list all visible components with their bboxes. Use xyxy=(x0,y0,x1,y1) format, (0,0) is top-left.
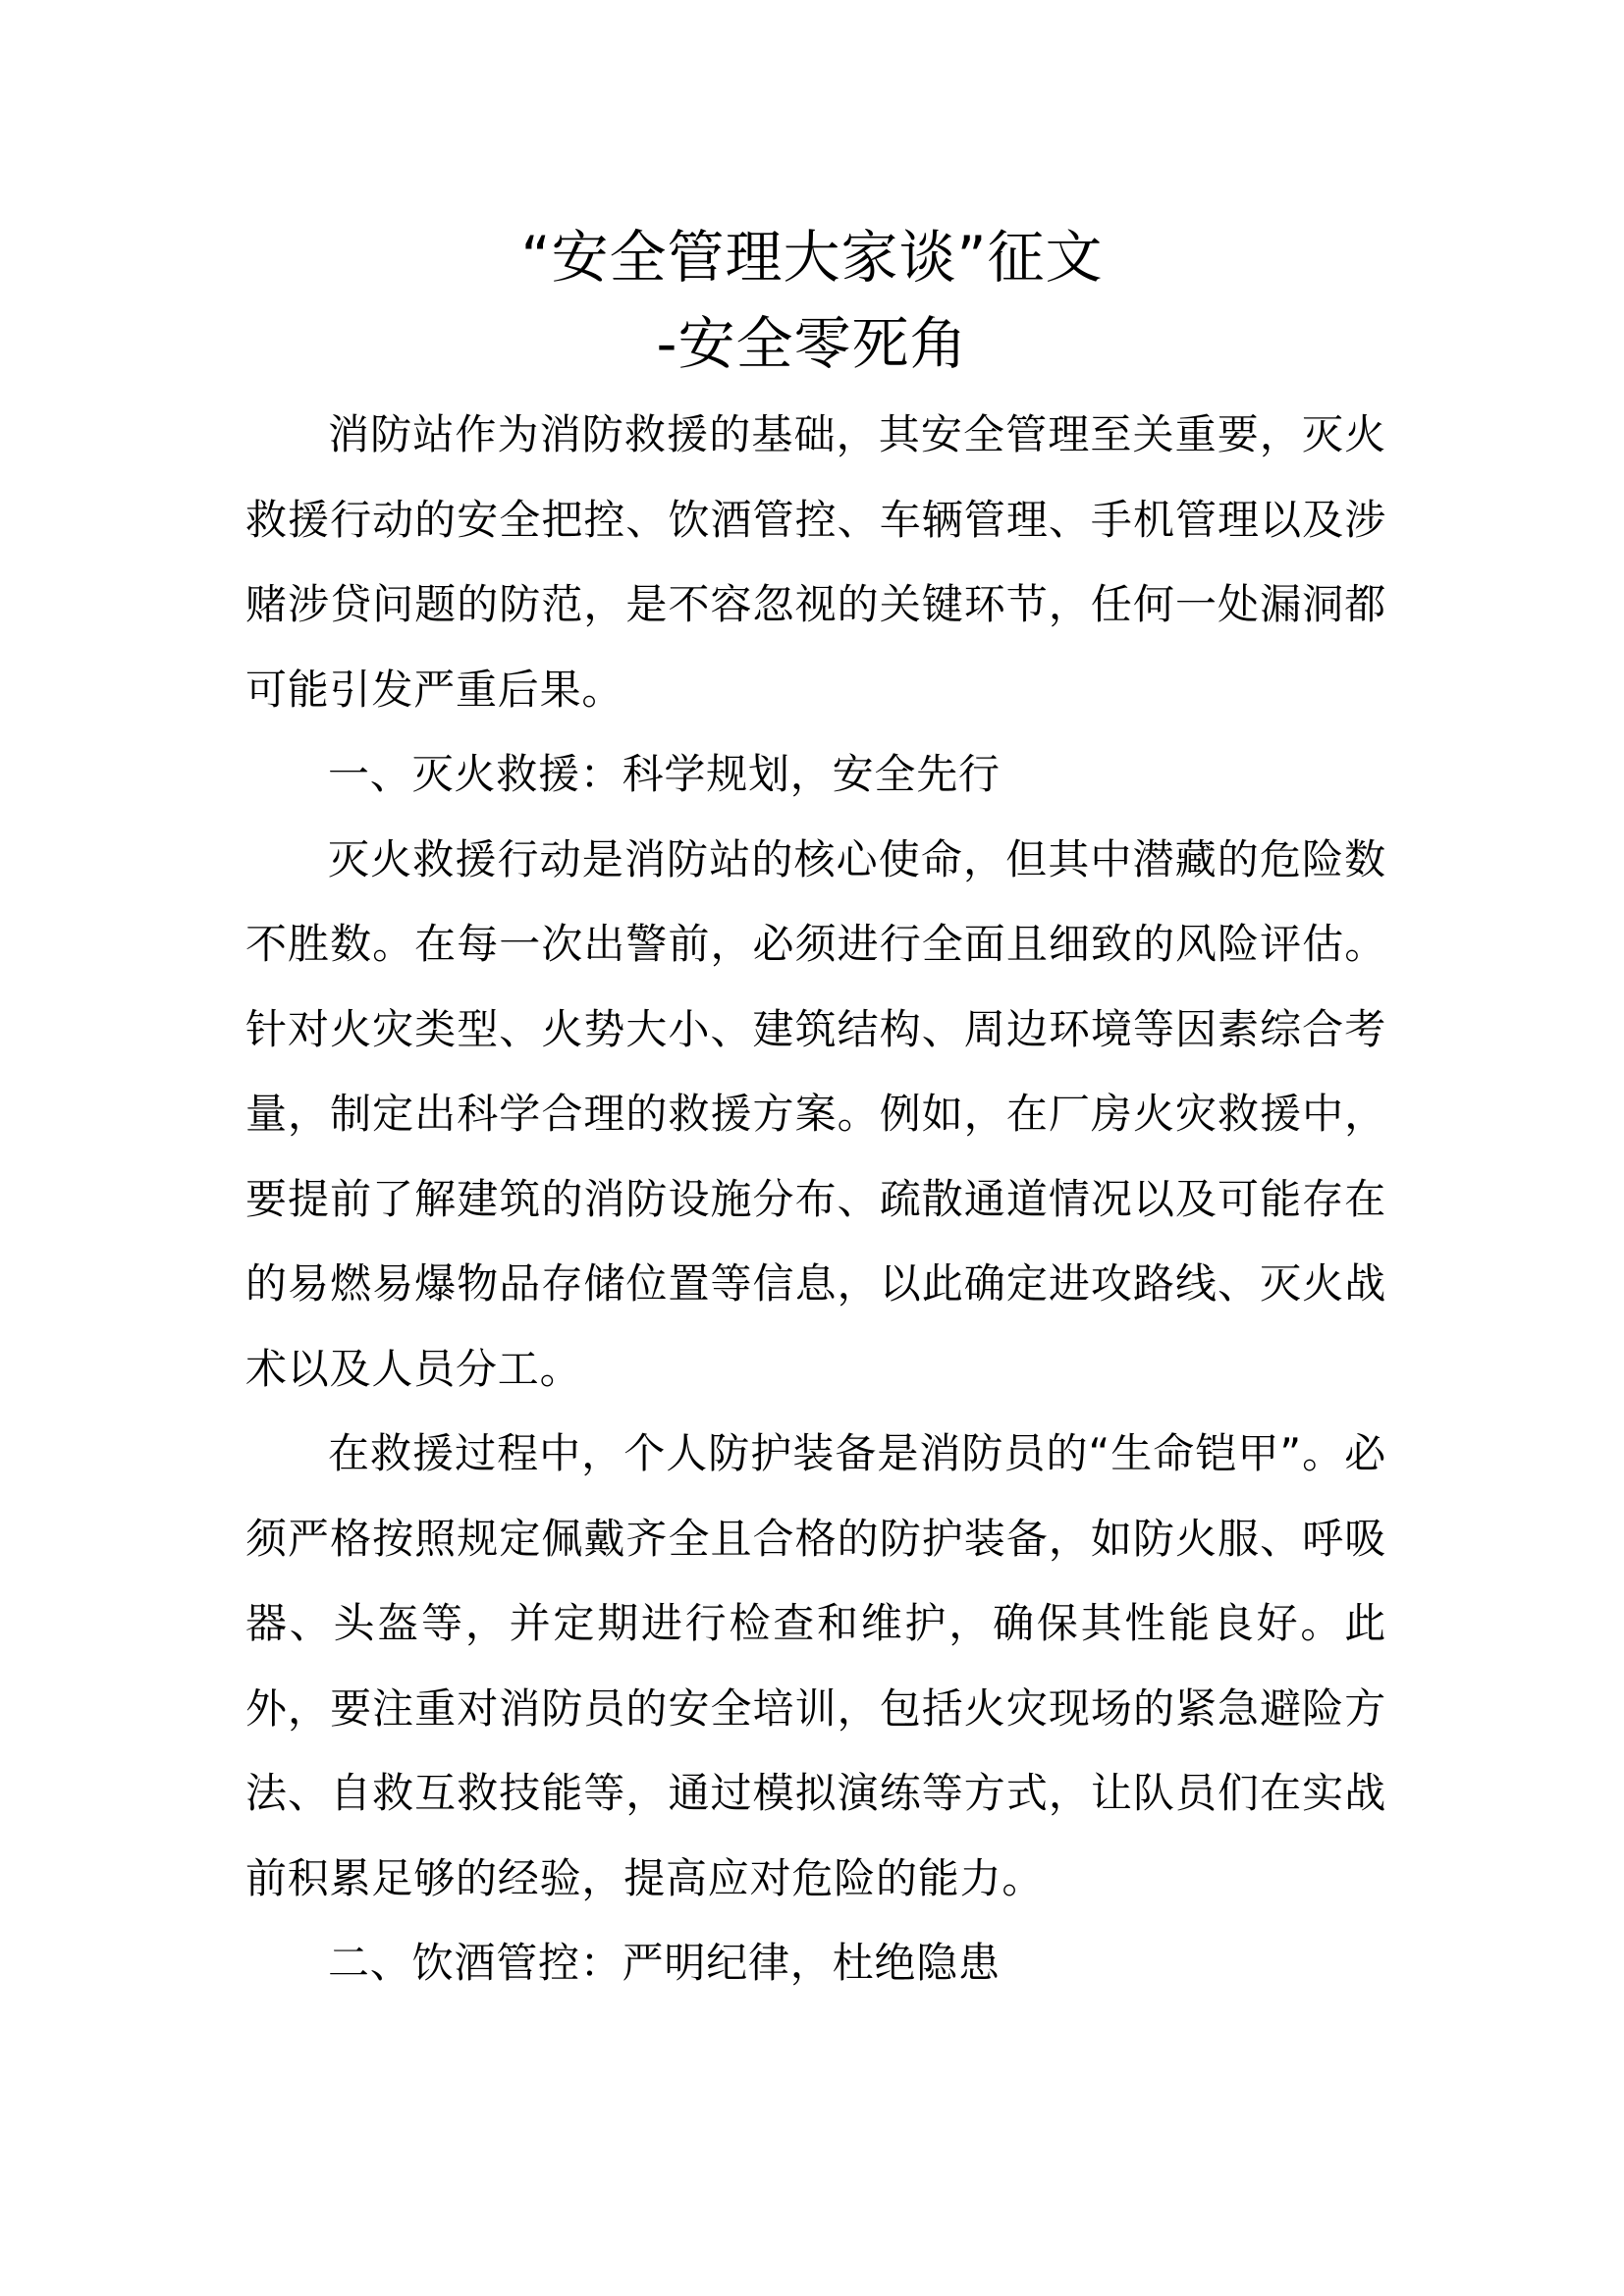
document-subtitle: -安全零死角 xyxy=(656,310,968,377)
section-heading-alcohol-control: 二、饮酒管控：严明纪律，杜绝隐患 xyxy=(328,1939,1001,1987)
section-heading-firefighting: 一、灭火救援：科学规划，安全先行 xyxy=(328,750,1001,798)
body-paragraph-protective-equipment: 在救援过程中，个人防护装备是消防员的“生命铠甲”。必须严格按照规定佩戴齐全且合格的防护装备，如防火服、呼吸器、头盔等，并定期进行检查和维护，确保其性能良好。此外，要注重对消防员的安全培训，包括火灾现场的紧急避险方法、自救互救技能等，通过模拟演练等方式，让队员们在实战前积累足够的经验，提高应对危险的能力。 xyxy=(245,1429,1386,1902)
document-title: “安全管理大家谈”征文 xyxy=(520,224,1104,291)
document-body xyxy=(245,393,1386,2006)
intro-paragraph: 消防站作为消防救援的基础，其安全管理至关重要，灭火救援行动的安全把控、饮酒管控、车辆管理、手机管理以及涉赌涉贷问题的防范，是不容忽视的关键环节，任何一处漏洞都可能引发严重后果。 xyxy=(245,410,1386,714)
body-paragraph-risk-assessment: 灭火救援行动是消防站的核心使命，但其中潜藏的危险数不胜数。在每一次出警前，必须进行全面且细致的风险评估。针对火灾类型、火势大小、建筑结构、周边环境等因素综合考量，制定出科学合理的救援方案。例如，在厂房火灾救援中，要提前了解建筑的消防设施分布、疏散通道情况以及可能存在的易燃易爆物品存储位置等信息，以此确定进攻路线、灭火战术以及人员分工。 xyxy=(245,834,1386,1393)
